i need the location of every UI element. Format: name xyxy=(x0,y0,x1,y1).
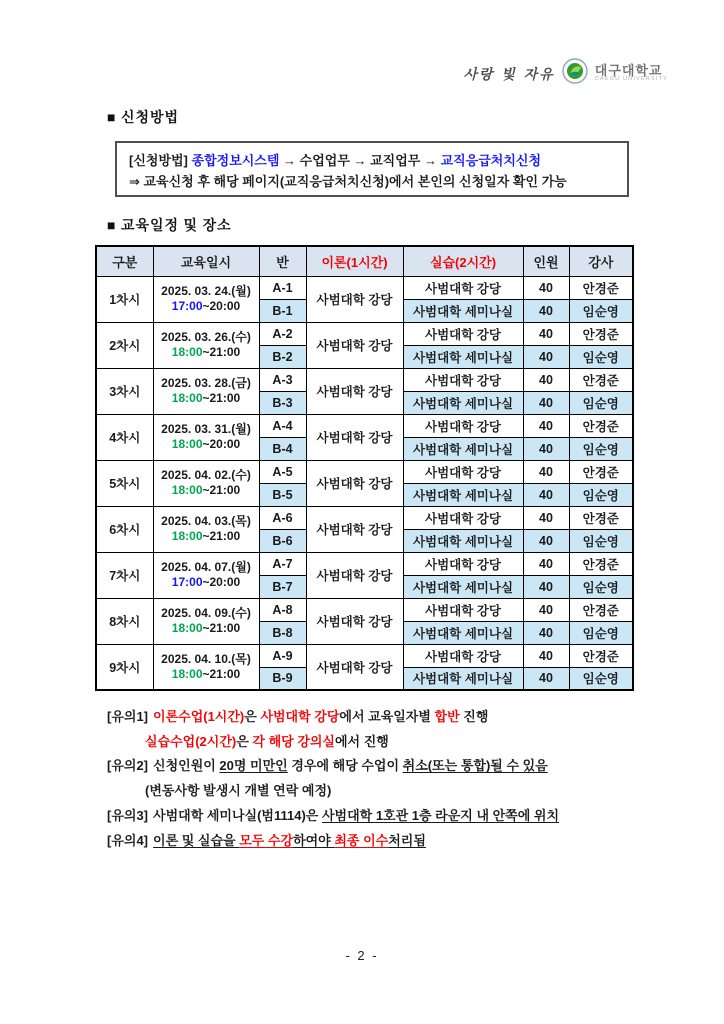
schedule-table-wrap xyxy=(95,245,634,691)
instructor-b-cell: 임순영 xyxy=(569,483,633,506)
datetime-cell xyxy=(153,322,259,368)
schedule-row-a xyxy=(96,276,633,299)
class-a-cell: A-5 xyxy=(259,460,306,483)
practice-b-cell: 사범대학 세미나실 xyxy=(403,483,523,506)
instructor-b-cell: 임순영 xyxy=(569,529,633,552)
datetime-cell xyxy=(153,506,259,552)
instructor-a-cell: 안경준 xyxy=(569,414,633,437)
text-segment: 이론 및 실습을 xyxy=(153,832,240,848)
end-time: ~21:00 xyxy=(202,666,241,681)
time-text xyxy=(156,529,257,544)
count-b-cell: 40 xyxy=(523,529,569,552)
theory-cell: 사범대학 강당 xyxy=(306,460,403,506)
class-b-cell: B-4 xyxy=(259,437,306,460)
count-a-cell: 40 xyxy=(523,552,569,575)
theory-cell: 사범대학 강당 xyxy=(306,598,403,644)
schedule-row-a xyxy=(96,368,633,391)
university-name-block xyxy=(595,64,668,83)
session-cell: 6차시 xyxy=(96,506,153,552)
class-a-cell: A-1 xyxy=(259,276,306,299)
text-segment: 사범대학 강당 xyxy=(260,709,340,724)
count-b-cell: 40 xyxy=(523,667,569,690)
end-time: ~21:00 xyxy=(202,529,241,543)
end-time: ~20:00 xyxy=(202,437,241,451)
text-segment: 진행 xyxy=(459,709,489,724)
practice-b-cell: 사범대학 세미나실 xyxy=(403,575,523,598)
class-b-cell: B-2 xyxy=(259,345,306,368)
start-time: 18:00 xyxy=(171,345,203,359)
page-number: - 2 - xyxy=(345,948,379,963)
count-a-cell: 40 xyxy=(523,460,569,483)
count-b-cell: 40 xyxy=(523,621,569,644)
instructor-b-cell: 임순영 xyxy=(569,667,633,690)
count-b-cell: 40 xyxy=(523,299,569,322)
university-emblem-icon xyxy=(562,58,588,89)
schedule-row-a xyxy=(96,506,633,529)
instructor-a-cell: 안경준 xyxy=(569,552,633,575)
end-time: ~20:00 xyxy=(202,299,241,313)
note-prefix: [유의3] xyxy=(107,807,149,823)
end-time: ~21:00 xyxy=(202,621,241,635)
university-logo xyxy=(463,58,668,89)
start-time: 17:00 xyxy=(171,299,203,313)
text-segment: 종합정보시스템 xyxy=(191,153,280,168)
class-b-cell: B-7 xyxy=(259,575,306,598)
datetime-cell xyxy=(153,276,259,322)
instructor-a-cell: 안경준 xyxy=(569,506,633,529)
theory-cell: 사범대학 강당 xyxy=(306,368,403,414)
practice-a-cell: 사범대학 강당 xyxy=(403,276,523,299)
datetime-cell xyxy=(153,552,259,598)
header-practice: 실습(2시간) xyxy=(403,246,523,276)
instructor-a-cell: 안경준 xyxy=(569,644,633,667)
note-prefix: [유의1] xyxy=(107,709,149,724)
date-text: 2025. 03. 26.(수) xyxy=(161,330,251,344)
instructor-b-cell: 임순영 xyxy=(569,391,633,414)
text-segment: 합반 xyxy=(434,709,460,724)
theory-cell: 사범대학 강당 xyxy=(306,322,403,368)
session-cell: 2차시 xyxy=(96,322,153,368)
instructor-a-cell: 안경준 xyxy=(569,276,633,299)
text-segment: 모두 수강 xyxy=(239,832,294,848)
class-a-cell: A-6 xyxy=(259,506,306,529)
class-b-cell: B-5 xyxy=(259,483,306,506)
date-text: 2025. 04. 10.(목) xyxy=(161,651,251,666)
count-b-cell: 40 xyxy=(523,437,569,460)
datetime-cell xyxy=(153,460,259,506)
end-time: ~21:00 xyxy=(202,483,241,497)
datetime-cell xyxy=(153,414,259,460)
schedule-heading: ■ 교육일정 및 장소 xyxy=(107,219,232,234)
note-line xyxy=(107,754,647,779)
text-segment: 신청인원이 xyxy=(153,758,220,774)
session-cell: 4차시 xyxy=(96,414,153,460)
start-time: 18:00 xyxy=(171,529,203,543)
apply-method-box xyxy=(115,141,629,197)
session-cell: 9차시 xyxy=(96,644,153,690)
text-segment: 처리됨 xyxy=(388,832,426,848)
note-line xyxy=(107,804,647,829)
text-segment: 하여야 xyxy=(293,832,335,848)
session-cell: 7차시 xyxy=(96,552,153,598)
text-segment: 사범대학 세미나실(범1114)은 xyxy=(153,807,322,823)
practice-b-cell: 사범대학 세미나실 xyxy=(403,437,523,460)
class-a-cell: A-3 xyxy=(259,368,306,391)
practice-a-cell: 사범대학 강당 xyxy=(403,460,523,483)
practice-b-cell: 사범대학 세미나실 xyxy=(403,299,523,322)
notes-list xyxy=(107,705,647,853)
class-a-cell: A-2 xyxy=(259,322,306,345)
logo-slogan-text: 사랑 빛 자유 xyxy=(463,66,555,83)
count-b-cell: 40 xyxy=(523,391,569,414)
time-text xyxy=(156,621,257,636)
class-a-cell: A-8 xyxy=(259,598,306,621)
text-segment: 에서 진행 xyxy=(335,733,389,749)
header-theory: 이론(1시간) xyxy=(306,246,403,276)
practice-b-cell: 사범대학 세미나실 xyxy=(403,345,523,368)
theory-cell: 사범대학 강당 xyxy=(306,276,403,322)
instructor-a-cell: 안경준 xyxy=(569,368,633,391)
count-b-cell: 40 xyxy=(523,575,569,598)
note-line xyxy=(107,779,647,804)
start-time: 18:00 xyxy=(171,666,203,681)
apply-path-line xyxy=(129,150,615,171)
datetime-cell xyxy=(153,598,259,644)
practice-a-cell: 사범대학 강당 xyxy=(403,506,523,529)
time-text xyxy=(156,345,257,360)
text-segment: 사범대학 1호관 1층 라운지 내 안쪽에 위치 xyxy=(321,807,560,823)
text-segment: ⇒ 교육신청 후 해당 페이지(교직응급처치신청)에서 본인의 신청일자 확인 가능 xyxy=(129,174,567,189)
apply-confirm-line xyxy=(129,171,615,192)
count-a-cell: 40 xyxy=(523,368,569,391)
note-prefix: [유의2] xyxy=(107,758,149,774)
text-segment: 은 xyxy=(236,733,253,749)
end-time: ~21:00 xyxy=(202,391,241,405)
text-segment: (변동사항 발생시 개별 연락 예정) xyxy=(145,783,332,799)
start-time: 18:00 xyxy=(171,621,203,635)
date-text: 2025. 04. 09.(수) xyxy=(161,606,251,620)
instructor-b-cell: 임순영 xyxy=(569,345,633,368)
time-text xyxy=(156,299,257,314)
practice-a-cell: 사범대학 강당 xyxy=(403,552,523,575)
count-b-cell: 40 xyxy=(523,345,569,368)
note-prefix: [유의4] xyxy=(107,832,149,848)
count-b-cell: 40 xyxy=(523,483,569,506)
count-a-cell: 40 xyxy=(523,644,569,667)
practice-a-cell: 사범대학 강당 xyxy=(403,368,523,391)
practice-a-cell: 사범대학 강당 xyxy=(403,644,523,667)
instructor-b-cell: 임순영 xyxy=(569,437,633,460)
class-b-cell: B-1 xyxy=(259,299,306,322)
text-segment: 각 해당 강의실 xyxy=(252,733,335,749)
schedule-row-a xyxy=(96,598,633,621)
start-time: 18:00 xyxy=(171,483,203,497)
text-segment: 취소(또는 통합)될 수 있음 xyxy=(402,758,548,774)
end-time: ~21:00 xyxy=(202,345,241,359)
schedule-row-a xyxy=(96,644,633,667)
class-b-cell: B-9 xyxy=(259,667,306,690)
practice-a-cell: 사범대학 강당 xyxy=(403,322,523,345)
text-segment: 실습수업(2시간) xyxy=(145,733,237,749)
class-b-cell: B-8 xyxy=(259,621,306,644)
practice-b-cell: 사범대학 세미나실 xyxy=(403,391,523,414)
theory-cell: 사범대학 강당 xyxy=(306,506,403,552)
instructor-a-cell: 안경준 xyxy=(569,322,633,345)
date-text: 2025. 03. 28.(금) xyxy=(161,376,251,390)
text-segment: 최종 이수 xyxy=(334,832,389,848)
note-line xyxy=(107,705,647,730)
count-a-cell: 40 xyxy=(523,506,569,529)
practice-b-cell: 사범대학 세미나실 xyxy=(403,667,523,690)
start-time: 18:00 xyxy=(171,437,203,451)
header-session: 구분 xyxy=(96,246,153,276)
schedule-row-a xyxy=(96,322,633,345)
count-a-cell: 40 xyxy=(523,322,569,345)
text-segment: 교직응급처치신청 xyxy=(440,153,542,168)
university-name-en: DAEGU UNIVERSITY xyxy=(594,76,668,83)
time-text xyxy=(156,575,257,590)
header-datetime: 교육일시 xyxy=(153,246,259,276)
table-header-row xyxy=(96,246,633,276)
time-text xyxy=(156,483,257,498)
end-time: ~20:00 xyxy=(202,575,241,589)
theory-cell: 사범대학 강당 xyxy=(306,414,403,460)
session-cell: 8차시 xyxy=(96,598,153,644)
instructor-b-cell: 임순영 xyxy=(569,299,633,322)
time-text xyxy=(156,667,257,682)
time-text xyxy=(156,391,257,406)
session-cell: 5차시 xyxy=(96,460,153,506)
practice-a-cell: 사범대학 강당 xyxy=(403,598,523,621)
practice-a-cell: 사범대학 강당 xyxy=(403,414,523,437)
datetime-cell xyxy=(153,644,259,690)
class-b-cell: B-6 xyxy=(259,529,306,552)
university-name: 대구대학교 xyxy=(594,62,663,78)
practice-b-cell: 사범대학 세미나실 xyxy=(403,621,523,644)
date-text: 2025. 03. 24.(월) xyxy=(161,284,251,298)
count-a-cell: 40 xyxy=(523,598,569,621)
session-cell: 3차시 xyxy=(96,368,153,414)
class-a-cell: A-7 xyxy=(259,552,306,575)
instructor-a-cell: 안경준 xyxy=(569,460,633,483)
start-time: 18:00 xyxy=(171,391,203,405)
count-a-cell: 40 xyxy=(523,414,569,437)
instructor-b-cell: 임순영 xyxy=(569,575,633,598)
date-text: 2025. 03. 31.(월) xyxy=(161,422,251,436)
note-line xyxy=(107,829,647,854)
theory-cell: 사범대학 강당 xyxy=(306,552,403,598)
note-line xyxy=(107,730,647,755)
start-time: 17:00 xyxy=(171,575,203,589)
schedule-table xyxy=(95,245,634,691)
text-segment: 은 xyxy=(244,709,261,724)
header-class: 반 xyxy=(259,246,306,276)
instructor-a-cell: 안경준 xyxy=(569,598,633,621)
text-segment: 에서 교육일자별 xyxy=(339,709,435,724)
date-text: 2025. 04. 03.(목) xyxy=(161,514,251,528)
text-segment: → 수업업무 → 교직업무 → xyxy=(279,153,441,168)
datetime-cell xyxy=(153,368,259,414)
count-a-cell: 40 xyxy=(523,276,569,299)
header-count: 인원 xyxy=(523,246,569,276)
header-instructor: 강사 xyxy=(569,246,633,276)
date-text: 2025. 04. 02.(수) xyxy=(161,468,251,482)
schedule-row-a xyxy=(96,460,633,483)
session-cell: 1차시 xyxy=(96,276,153,322)
practice-b-cell: 사범대학 세미나실 xyxy=(403,529,523,552)
time-text xyxy=(156,437,257,452)
class-b-cell: B-3 xyxy=(259,391,306,414)
date-text: 2025. 04. 07.(월) xyxy=(161,560,251,574)
class-a-cell: A-9 xyxy=(259,644,306,667)
schedule-row-a xyxy=(96,414,633,437)
schedule-row-a xyxy=(96,552,633,575)
text-segment: 이론수업(1시간) xyxy=(153,709,245,724)
text-segment: 20명 미만인 xyxy=(219,758,288,774)
text-segment: [신청방법] xyxy=(129,153,192,168)
apply-method-heading: ■ 신청방법 xyxy=(107,111,180,126)
class-a-cell: A-4 xyxy=(259,414,306,437)
theory-cell: 사범대학 강당 xyxy=(306,644,403,690)
text-segment: 경우에 해당 수업이 xyxy=(287,758,403,774)
instructor-b-cell: 임순영 xyxy=(569,621,633,644)
